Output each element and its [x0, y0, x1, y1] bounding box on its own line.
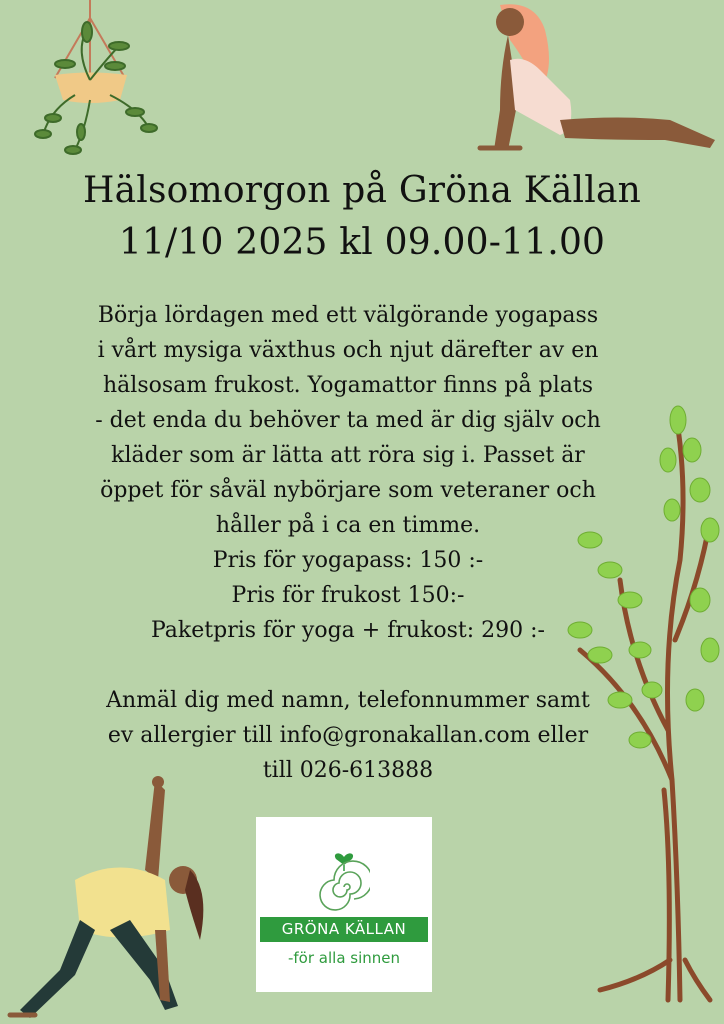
cobra-pose-woman-icon [470, 0, 720, 158]
event-description [78, 298, 618, 788]
hanging-plant-icon [15, 0, 165, 160]
grona-kallan-logo [256, 817, 432, 992]
body-line: i vårt mysiga växthus och njut därefter av en [97, 338, 599, 363]
spacer [78, 648, 618, 683]
body-line: håller på i ca en timme. [215, 513, 481, 538]
triangle-pose-woman-icon [0, 770, 215, 1024]
event-title: Hälsomorgon på Gröna Källan [82, 170, 641, 211]
body-line: kläder som är lätta att röra sig i. Passet är [111, 443, 585, 468]
signup-line: Anmäl dig med namn, telefonnummer samt [106, 688, 590, 713]
spiral-heart-icon [318, 847, 370, 913]
logo-tagline: -för alla sinnen [287, 949, 401, 967]
body-line: öppet för såväl nybörjare som veteraner och [100, 478, 596, 503]
logo-wordmark: GRÖNA KÄLLAN [260, 917, 428, 942]
event-heading [0, 165, 724, 269]
body-line: - det enda du behöver ta med är dig själv och [95, 408, 601, 433]
event-datetime: 11/10 2025 kl 09.00-11.00 [118, 222, 606, 263]
price-yoga: Pris för yogapass: 150 :- [212, 548, 484, 573]
body-line: hälsosam frukost. Yogamattor finns på plats [103, 373, 593, 398]
signup-line: ev allergier till info@gronakallan.com eller [107, 723, 589, 748]
price-breakfast: Pris för frukost 150:- [231, 583, 465, 608]
body-line: Börja lördagen med ett välgörande yogapass [97, 303, 599, 328]
price-package: Paketpris för yoga + frukost: 290 :- [150, 618, 545, 643]
signup-line: till 026-613888 [262, 758, 434, 783]
